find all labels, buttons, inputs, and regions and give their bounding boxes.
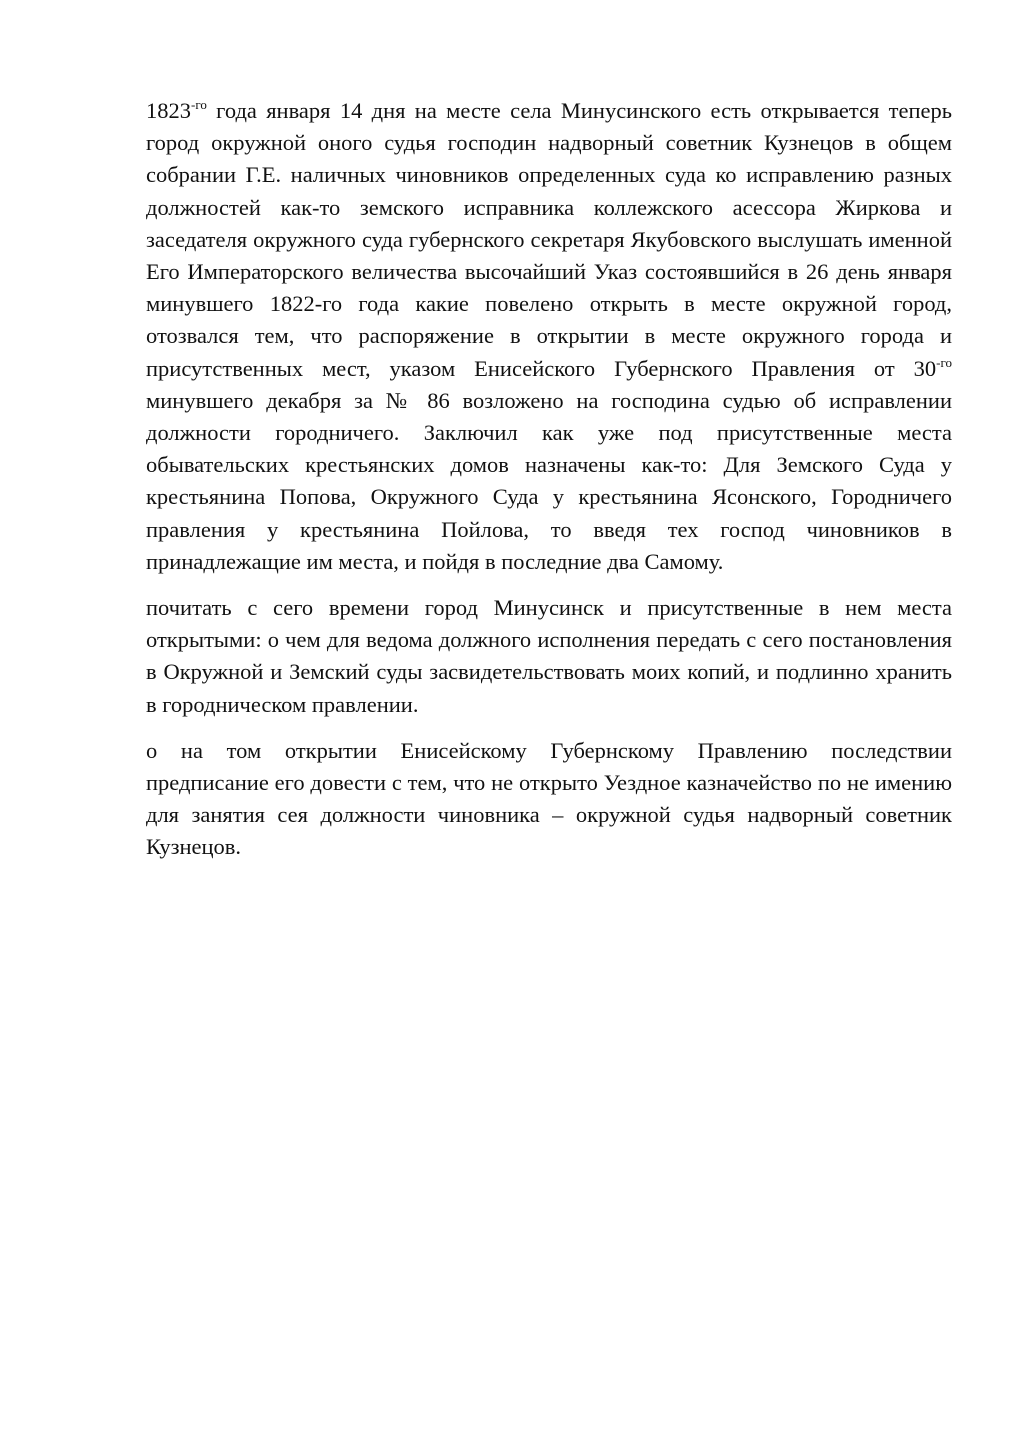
text-segment: года января 14 дня на месте села Минусинского есть открывается теперь город окружной оного судья господин надворный советник Кузнецов в общем собрании Г.Е. наличных чиновников определенных суда ко исправлению разных должностей как-то земского исправника коллежского асессора Жиркова и заседателя окружного суда губернского секретаря Якубовского выслушать именной Его Императорского величества высочайший Указ состоявшийся в 26 день января минувшего 1822-го года какие повелено открыть в месте окружной город, отозвался тем, что распоряжение в открытии в месте окружного города и присутственных мест, указом Енисейского Губернского Правления от 30 bbox=[146, 98, 952, 381]
superscript-ordinal: -го bbox=[191, 97, 207, 112]
text-segment: минувшего декабря за № 86 возложено на господина судью об исправлении должности городничего. Заключил как уже под присутственные места обывательских крестьянских домов назначены как-то: Для Земского Суда у крестьянина Попова, Окружного Суда у крестьянина Ясонского, Городничего правления у крестьянина Пойлова, то введя тех господ чиновников в принадлежащие им места, и пойдя в последние два Самому. bbox=[146, 387, 952, 574]
paragraph-2 bbox=[146, 592, 952, 721]
paragraph-1 bbox=[146, 95, 952, 578]
text-segment: 1823 bbox=[146, 98, 191, 123]
document-page bbox=[146, 95, 952, 878]
superscript-ordinal: -го bbox=[936, 354, 952, 370]
text-segment: о на том открытии Енисейскому Губернскому Правлению последствии предписание его довести с тем, что не открыто Уездное казначейство по не имению для занятия сея должности чиновника – окружной судья надворный советник Кузнецов. bbox=[146, 737, 952, 860]
paragraph-3 bbox=[146, 735, 952, 864]
text-segment: почитать с сего времени город Минусинск и присутственные в нем места открытыми: о чем для ведома должного исполнения передать с сего постановления в Окружной и Земский суды засвидетельствовать моих копий, и подлинно хранить в городническом правлении. bbox=[146, 595, 952, 717]
